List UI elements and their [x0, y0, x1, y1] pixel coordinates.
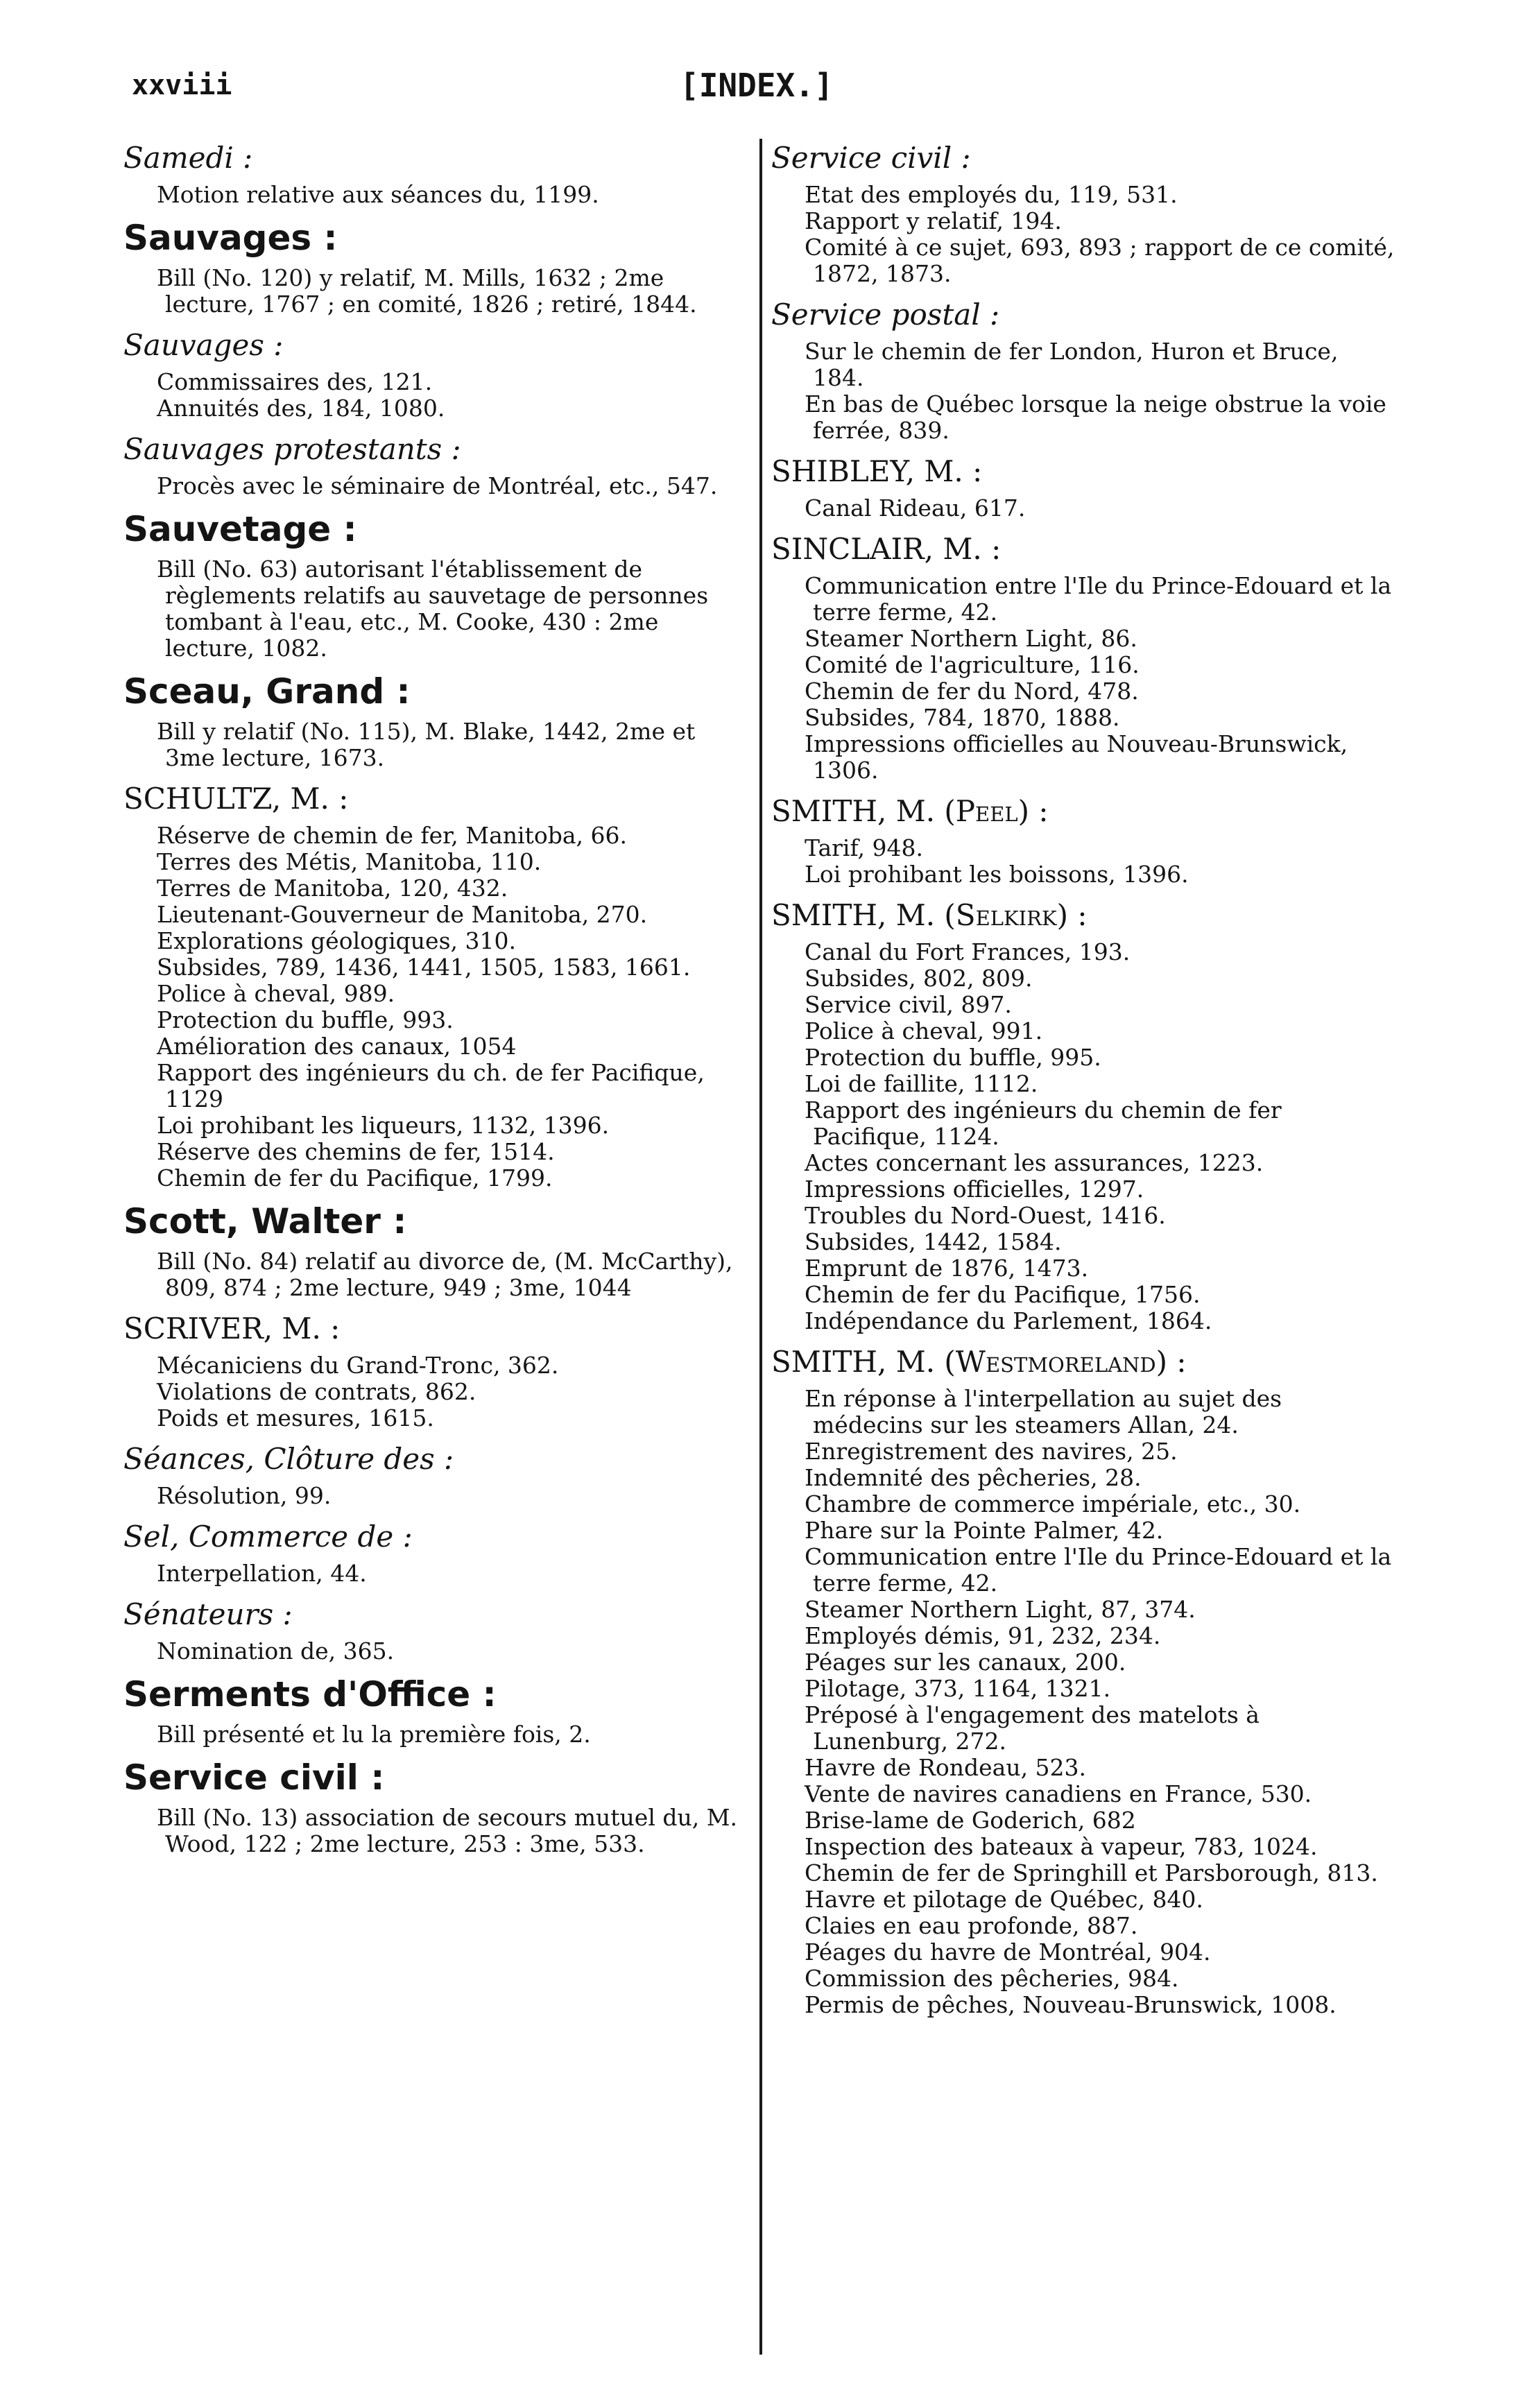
index-entry: Bill (No. 120) y relatif, M. Mills, 1632 ; 2me lecture, 1767 ; en comité, 1826 ; retiré, 1844.	[157, 264, 697, 318]
index-section	[771, 295, 1395, 444]
column-rule	[759, 139, 762, 2355]
index-entry: Comité de l'agriculture, 116.	[805, 651, 1140, 678]
index-entry: Indépendance du Parlement, 1864.	[805, 1307, 1212, 1334]
index-entry: Brise-lame de Goderich, 682	[805, 1807, 1136, 1834]
index-entry: Impressions officielles au Nouveau-Brunswick, 1306.	[805, 730, 1348, 784]
index-entry: Bill y relatif (No. 115), M. Blake, 1442, 2me et 3me lecture, 1673.	[157, 718, 696, 771]
index-heading: SMITH, M. (Selkirk) :	[771, 898, 1088, 932]
index-heading: Sauvages protestants :	[123, 432, 461, 466]
index-section	[123, 780, 741, 1192]
index-heading: Sauvages :	[123, 218, 338, 258]
index-section	[123, 1756, 741, 1857]
index-entry: Subsides, 1442, 1584.	[805, 1228, 1062, 1255]
index-entry: Actes concernant les assurances, 1223.	[805, 1149, 1264, 1176]
index-heading: SCRIVER, M. :	[123, 1312, 341, 1345]
index-heading: SINCLAIR, M. :	[771, 532, 1002, 566]
index-entry: Emprunt de 1876, 1473.	[805, 1255, 1089, 1282]
index-heading: Sceau, Grand :	[123, 671, 411, 712]
index-entry: Chambre de commerce impériale, etc., 30.	[805, 1490, 1301, 1517]
index-entry: Pilotage, 373, 1164, 1321.	[805, 1675, 1111, 1702]
index-entry: Loi prohibant les boissons, 1396.	[805, 861, 1189, 888]
index-heading: Scott, Walter :	[123, 1201, 407, 1241]
index-entry: Nomination de, 365.	[157, 1637, 395, 1665]
index-entry: Police à cheval, 991.	[805, 1017, 1043, 1044]
index-entry: Police à cheval, 989.	[157, 980, 395, 1007]
index-entry: En réponse à l'interpellation au sujet des médecins sur les steamers Allan, 24.	[805, 1385, 1282, 1438]
index-entry: Permis de pêches, Nouveau-Brunswick, 1008.	[805, 1991, 1337, 2018]
index-section	[123, 139, 741, 208]
index-entry: Comité à ce sujet, 693, 893 ; rapport de ce comité, 1872, 1873.	[805, 234, 1395, 287]
index-entry: Interpellation, 44.	[157, 1560, 367, 1587]
index-heading: SCHULTZ, M. :	[123, 782, 349, 816]
index-entry: Bill (No. 84) relatif au divorce de, (M. McCarthy), 809, 874 ; 2me lecture, 949 ; 3me, 1044	[157, 1248, 733, 1301]
index-entry: Steamer Northern Light, 86.	[805, 625, 1137, 652]
index-entry: Poids et mesures, 1615.	[157, 1404, 434, 1431]
index-section	[123, 1440, 741, 1509]
index-entry: Motion relative aux séances du, 1199.	[157, 181, 599, 208]
index-entry: Phare sur la Pointe Palmer, 42.	[805, 1517, 1164, 1544]
index-entry: Chemin de fer du Pacifique, 1756.	[805, 1281, 1201, 1308]
index-entry: Annuités des, 184, 1080.	[157, 395, 445, 422]
index-section	[123, 1595, 741, 1665]
index-entry: En bas de Québec lorsque la neige obstrue la voie ferrée, 839.	[805, 390, 1386, 444]
index-entry: Chemin de fer de Springhill et Parsborough, 813.	[805, 1859, 1378, 1886]
index-entry: Rapport des ingénieurs du ch. de fer Pacifique, 1129	[157, 1059, 705, 1112]
index-entry: Résolution, 99.	[157, 1482, 332, 1509]
index-entry: Enregistrement des navires, 25.	[805, 1438, 1178, 1465]
index-entry: Préposé à l'engagement des matelots à Lunenburg, 272.	[805, 1701, 1260, 1755]
index-entry: Chemin de fer du Pacifique, 1799.	[157, 1164, 553, 1192]
index-entry: Procès avec le séminaire de Montréal, etc., 547.	[157, 472, 718, 499]
index-entry: Impressions officielles, 1297.	[805, 1176, 1144, 1203]
index-heading: SMITH, M. (Peel) :	[771, 794, 1049, 828]
index-entry: Sur le chemin de fer London, Huron et Bruce, 184.	[805, 338, 1339, 391]
index-entry: Chemin de fer du Nord, 478.	[805, 678, 1139, 705]
index-section	[123, 1517, 741, 1587]
running-head: [INDEX.]	[680, 67, 834, 104]
index-entry: Tarif, 948.	[805, 834, 923, 861]
index-entry: Communication entre l'Ile du Prince-Edouard et la terre ferme, 42.	[805, 572, 1392, 626]
index-entry: Bill (No. 63) autorisant l'établissement de règlements relatifs au sauvetage de personnes tombant à l'eau, etc., M. Cooke, 430 : 2me lecture, 1082.	[157, 556, 709, 662]
index-heading: Service civil :	[771, 141, 971, 175]
index-section	[123, 508, 741, 662]
index-entry: Amélioration des canaux, 1054	[157, 1033, 517, 1060]
index-entry: Subsides, 784, 1870, 1888.	[805, 704, 1120, 731]
index-entry: Réserve des chemins de fer, 1514.	[157, 1138, 555, 1165]
index-entry: Péages du havre de Montréal, 904.	[805, 1938, 1211, 1966]
index-entry: Terres de Manitoba, 120, 432.	[157, 875, 508, 902]
index-section	[771, 452, 1395, 522]
index-section	[771, 530, 1395, 784]
index-section	[123, 670, 741, 771]
index-entry: Rapport des ingénieurs du chemin de fer Pacifique, 1124.	[805, 1096, 1282, 1150]
index-heading: Sauvages :	[123, 328, 284, 362]
index-entry: Employés démis, 91, 232, 234.	[805, 1622, 1161, 1649]
index-entry: Commissaires des, 121.	[157, 368, 433, 395]
index-entry: Havre de Rondeau, 523.	[805, 1754, 1087, 1781]
index-heading: Service postal :	[771, 298, 1000, 332]
index-section	[123, 216, 741, 318]
index-entry: Communication entre l'Ile du Prince-Edouard et la terre ferme, 42.	[805, 1543, 1392, 1597]
index-heading: Sel, Commerce de :	[123, 1520, 413, 1554]
index-entry: Bill (No. 13) association de secours mutuel du, M. Wood, 122 ; 2me lecture, 253 : 3me, 533.	[157, 1804, 738, 1857]
index-section	[771, 139, 1395, 287]
index-entry: Explorations géologiques, 310.	[157, 927, 516, 954]
index-section	[123, 1309, 741, 1431]
index-entry: Violations de contrats, 862.	[157, 1378, 476, 1405]
index-entry: Havre et pilotage de Québec, 840.	[805, 1886, 1203, 1913]
index-entry: Réserve de chemin de fer, Manitoba, 66.	[157, 822, 627, 849]
index-heading: Sauvetage :	[123, 509, 357, 549]
left-column	[123, 139, 741, 1866]
page-number: xxviii	[132, 69, 232, 101]
index-entry: Steamer Northern Light, 87, 374.	[805, 1596, 1196, 1623]
index-entry: Commission des pêcheries, 984.	[805, 1965, 1179, 1992]
index-heading: SHIBLEY, M. :	[771, 454, 983, 488]
index-entry: Service civil, 897.	[805, 991, 1012, 1018]
index-entry: Bill présenté et lu la première fois, 2.	[157, 1721, 591, 1748]
index-entry: Etat des employés du, 119, 531.	[805, 181, 1178, 208]
index-section	[123, 430, 741, 499]
index-entry: Indemnité des pêcheries, 28.	[805, 1464, 1142, 1491]
index-entry: Troubles du Nord-Ouest, 1416.	[805, 1202, 1166, 1229]
index-heading: Serments d'Office :	[123, 1674, 497, 1714]
index-entry: Canal du Fort Frances, 193.	[805, 938, 1131, 965]
index-section	[123, 326, 741, 422]
index-heading: Service civil :	[123, 1757, 385, 1798]
index-entry: Lieutenant-Gouverneur de Manitoba, 270.	[157, 901, 648, 928]
index-entry: Loi de faillite, 1112.	[805, 1070, 1038, 1097]
right-column	[771, 139, 1395, 2027]
index-section	[771, 1343, 1395, 2018]
index-entry: Péages sur les canaux, 200.	[805, 1649, 1126, 1676]
index-heading: Séances, Clôture des :	[123, 1442, 454, 1476]
index-heading: Sénateurs :	[123, 1597, 293, 1631]
index-entry: Terres des Métis, Manitoba, 110.	[157, 848, 542, 875]
index-entry: Loi prohibant les liqueurs, 1132, 1396.	[157, 1112, 610, 1139]
index-section	[771, 896, 1395, 1334]
index-entry: Protection du buffle, 995.	[805, 1044, 1101, 1071]
index-entry: Mécaniciens du Grand-Tronc, 362.	[157, 1352, 559, 1379]
index-entry: Subsides, 802, 809.	[805, 965, 1033, 992]
index-section	[123, 1673, 741, 1748]
index-entry: Claies en eau profonde, 887.	[805, 1912, 1138, 1939]
index-section	[123, 1200, 741, 1301]
index-entry: Inspection des bateaux à vapeur, 783, 1024.	[805, 1833, 1318, 1860]
index-entry: Vente de navires canadiens en France, 530.	[805, 1780, 1312, 1807]
index-entry: Rapport y relatif, 194.	[805, 207, 1062, 234]
index-entry: Protection du buffle, 993.	[157, 1006, 454, 1033]
index-heading: Samedi :	[123, 141, 253, 175]
index-section	[771, 792, 1395, 888]
index-entry: Subsides, 789, 1436, 1441, 1505, 1583, 1661.	[157, 954, 691, 981]
index-heading: SMITH, M. (Westmoreland) :	[771, 1345, 1187, 1379]
index-entry: Canal Rideau, 617.	[805, 495, 1026, 522]
